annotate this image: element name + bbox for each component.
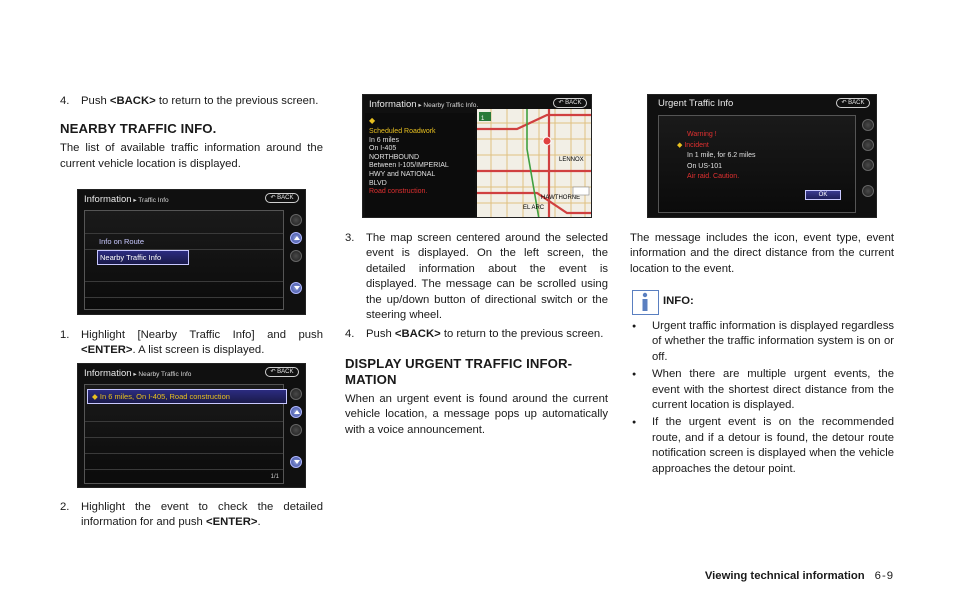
scroll-up-button[interactable] — [290, 232, 302, 244]
event-line: On I-405 — [369, 145, 397, 153]
scroll-up-button[interactable] — [290, 406, 302, 418]
side-button[interactable] — [862, 139, 874, 151]
ok-button[interactable]: OK — [805, 190, 841, 200]
back-button[interactable]: ↶ BACK — [265, 367, 299, 377]
event-type: Scheduled Roadwork — [369, 128, 436, 135]
event-line: In 6 miles — [369, 136, 399, 144]
construction-icon: ◆ — [369, 116, 376, 125]
list-item — [85, 423, 283, 438]
nearby-traffic-heading: NEARBY TRAFFIC INFO. — [60, 121, 217, 137]
back-arrow-icon: ↶ — [270, 195, 276, 201]
event-line: NORTHBOUND — [369, 153, 420, 161]
list-frame — [84, 210, 284, 310]
traffic-map-screen — [362, 94, 592, 218]
event-line: HWY and NATIONAL — [369, 170, 436, 178]
step-4-middle: 4. Push <BACK> to return to the previous screen. — [345, 328, 604, 341]
traffic-event-item[interactable]: ◆ In 6 miles, On I-405, Road construction — [87, 389, 287, 404]
info-i-icon — [633, 291, 657, 313]
urgent-traffic-heading: DISPLAY URGENT TRAFFIC INFOR- MATION — [345, 355, 573, 387]
left-column-step1 — [60, 328, 323, 359]
scroll-top-button[interactable] — [290, 214, 302, 226]
back-arrow-icon: ↶ — [270, 369, 276, 375]
back-button[interactable]: ↶ BACK — [553, 98, 587, 108]
screen-title: Information ▸ Nearby Traffic Info. — [369, 99, 479, 110]
info-icon — [632, 290, 659, 315]
down-arrow-icon — [294, 286, 300, 290]
list-item — [85, 455, 283, 470]
event-line: Between I-105/IMPERIAL — [369, 162, 449, 170]
list-item-info-on-route[interactable]: Info on Route — [85, 235, 283, 250]
enter-key: <ENTER> — [205, 516, 258, 529]
list-item — [85, 407, 283, 422]
step-3: 3. The map screen centered around the selected event is displayed. On the left screen, the detailed information about the event is displayed. The message can be scrolled using the up/down button of directional switch or the steering wheel. — [345, 232, 608, 322]
event-detail-panel — [365, 113, 475, 217]
back-button[interactable]: ↶ BACK — [265, 193, 299, 203]
warning-diamond-icon: ◆ — [677, 141, 683, 149]
back-button[interactable]: ↶ BACK — [836, 98, 870, 108]
scroll-mid-button[interactable] — [290, 424, 302, 436]
map-label-hawthorne: HAWTHORNE — [541, 195, 581, 201]
side-button[interactable] — [862, 185, 874, 197]
svg-text:1: 1 — [481, 116, 485, 122]
incident-label: Incident — [684, 141, 709, 149]
map-view — [477, 109, 592, 218]
info-bullet: ● If the urgent event is on the recommended route, and if a detour is found, the detour route notification screen is displayed when the vehicle approaches the detour point. — [632, 416, 894, 475]
traffic-info-screen — [77, 189, 306, 315]
urgent-message-frame — [658, 115, 856, 213]
back-key: <BACK> — [394, 328, 441, 341]
right-column — [630, 231, 894, 277]
bullet-dot: ● — [632, 419, 637, 427]
side-button[interactable] — [862, 159, 874, 171]
nearby-traffic-screen — [77, 363, 306, 488]
step-1: 1. Highlight [Nearby Traffic Info] and push <ENTER>. A list screen is displayed. — [60, 329, 323, 357]
info-label: INFO: — [663, 295, 694, 307]
list-item — [85, 283, 283, 298]
step-number: 4. — [60, 95, 70, 107]
event-description: Air raid. Caution. — [687, 173, 740, 181]
bullet-dot: ● — [632, 323, 637, 330]
back-arrow-icon: ↶ — [841, 100, 847, 106]
urgent-desc: The message includes the icon, event type, event information and the direct distance from the current location to the event. — [630, 232, 894, 275]
nearby-intro: The list of available traffic information around the current vehicle location is displayed. — [60, 142, 323, 170]
list-item — [85, 439, 283, 454]
info-bullets — [630, 319, 894, 477]
screen-title: Information ▸ Traffic Info — [84, 194, 169, 205]
warning-label: Warning ! — [687, 131, 717, 138]
screen-title: Urgent Traffic Info — [658, 98, 734, 109]
up-arrow-icon — [294, 236, 300, 240]
construction-icon: ◆ — [92, 392, 98, 401]
side-button[interactable] — [862, 119, 874, 131]
back-arrow-icon: ↶ — [558, 100, 564, 106]
back-key: <BACK> — [109, 95, 156, 107]
distance-line: In 1 mile, for 6.2 miles — [687, 152, 756, 160]
footer-section: Viewing technical information — [704, 570, 865, 582]
event-line: BLVD — [369, 179, 387, 187]
screen-title: Information ▸ Nearby Traffic Info — [84, 368, 192, 379]
page-number: 6-9 — [874, 570, 894, 582]
scroll-top-button[interactable] — [290, 388, 302, 400]
step-2: 2. Highlight the event to check the detailed information for and push <ENTER>. — [60, 501, 323, 529]
event-description: Road construction. — [369, 188, 428, 196]
left-column — [60, 94, 323, 172]
page-footer — [705, 569, 894, 584]
urgent-intro: When an urgent event is found around the current vehicle location, a message pops up automatically with a voice announcement. — [345, 392, 608, 436]
up-arrow-icon — [294, 410, 300, 414]
left-column-step2 — [60, 500, 323, 531]
map-label-lennox: LENNOX — [559, 157, 584, 163]
page-counter: 1/1 — [270, 474, 279, 480]
middle-column — [345, 231, 608, 438]
list-item — [85, 219, 283, 234]
scroll-down-button[interactable] — [290, 282, 302, 294]
map-label-el-arc: EL ARC — [523, 205, 545, 211]
info-bullet: ● When there are multiple urgent events, the event with the shortest direct distance from the current location is displayed. — [632, 368, 894, 412]
step-4-left: 4. Push <BACK> to return to the previous screen. — [60, 94, 323, 109]
info-bullet: ● Urgent traffic information is displayed regardless of whether the traffic information system is on or off. — [632, 320, 894, 363]
down-arrow-icon — [294, 460, 300, 464]
bullet-dot: ● — [632, 371, 637, 379]
list-item-nearby-traffic[interactable]: Nearby Traffic Info — [97, 250, 189, 265]
scroll-mid-button[interactable] — [290, 250, 302, 262]
list-item — [85, 267, 283, 282]
urgent-traffic-screen — [647, 94, 877, 218]
scroll-down-button[interactable] — [290, 456, 302, 468]
enter-key: <ENTER> — [81, 344, 133, 357]
list-frame — [84, 384, 284, 484]
road-line: On US-101 — [687, 162, 723, 170]
